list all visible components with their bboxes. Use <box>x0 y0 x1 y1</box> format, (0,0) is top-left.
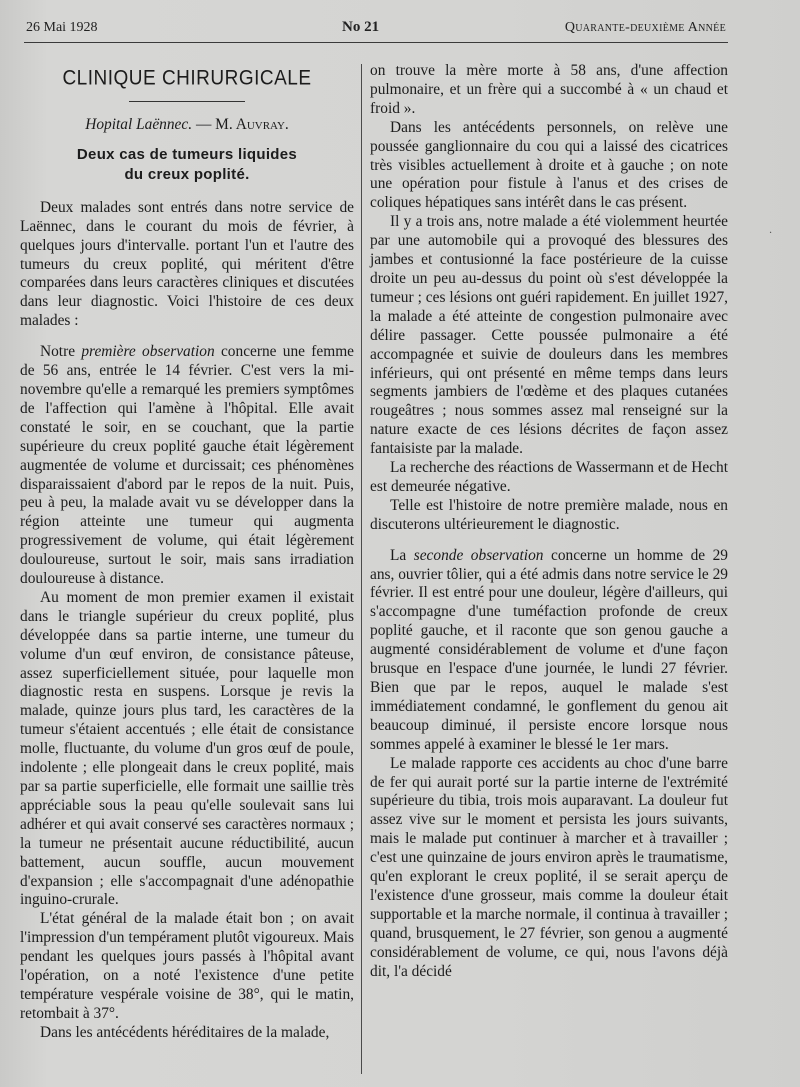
title-rule <box>129 101 245 102</box>
header-year: Quarante-deuxième Année <box>564 20 726 35</box>
header-rule <box>24 42 728 43</box>
paragraph: L'état général de la malade était bon ; on avait l'impression d'un tempérament plutôt vigoureux. Mais pendant les quelques jours passés à l'hôpital avant l'opération, on a noté l'existence d'une petite température vespérale voisine de 38°, qui le matin, retombait à 37°. <box>20 910 354 1022</box>
paragraph: Dans les antécédents personnels, on relève une poussée ganglionnaire du cou qui a laissé des cicatrices très visibles actuellement à droite et à gauche ; on note une opération pour fistule à l'anus et des crises de coliques hépatiques sans intérêt dans le cas présent. <box>370 118 728 212</box>
paragraph-rest: concerne un homme de 29 ans, ouvrier tôlier, qui a été admis dans notre service le 29 février. Il est entré pour une douleur, légère d'ailleurs, qui s'accompagne d'une tuméfaction profonde de creux poplité gauche, et il raconte que son genou gauche a augmenté considérablement de volume et d'une façon brusque en l'espace d'une journée, le lundi 27 février. Bien que par le repos, auquel le malade s'est immédiatement condamné, le gonflement du genou ait beaucoup diminué, il persiste encore lorsque nous sommes appelé à examiner le blessé le 1er mars. <box>370 546 728 753</box>
article-title-line1: Deux cas de tumeurs liquides <box>76 145 298 163</box>
paragraph-rest: concerne une femme de 56 ans, entrée le 14 février. C'est vers la mi-novembre qu'elle a remarqué les premiers symptômes de l'affection qui l'amène à l'hôpital. Elle avait constaté le soir, en se couchant, que la partie supérieure du creux poplité gauche était légèrement augmentée de volume et durcissait; ces phénomènes disparaissaient d'abord par le repos de la nuit. Puis, peu à peu, la malade avait vu se développer dans la région atteinte une tumeur qui augmenta progressivement de volume, qui était légèrement douloureuse, surtout le soir, mais sans irradiation douloureuse à distance. <box>20 343 354 588</box>
paragraph <box>20 343 354 589</box>
paragraph-gap <box>370 535 728 547</box>
page-header <box>26 18 726 42</box>
paragraph: Il y a trois ans, notre malade a été violemment heurtée par une automobile qui a provoqué des blessures des jambes et contusionné la face postérieure de la cuisse droite un peu au-dessus du point où s'est développée la tumeur ; ces lésions ont guéri rapidement. En juillet 1927, la malade a été atteinte de congestion pulmonaire avec délire passager. Cette poussée pulmonaire a été accompagnée et suivie de douleurs dans les membres inférieurs, qui ont présenté en même temps dans leurs segments jambiers de l'œdème et des plaques cutanées rougeâtres ; nous sommes assez mal renseigné sur la nature exacte de ces lésions décrites de façon assez fantaisiste par la malade. <box>370 213 728 458</box>
paragraph-start: La <box>390 546 407 564</box>
emphasis: seconde observation <box>413 546 544 564</box>
paragraph-gap <box>20 331 354 343</box>
hospital-byline <box>20 116 354 135</box>
paragraph: Deux malades sont entrés dans notre service de Laënnec, dans le courant du mois de février, à quelques jours d'intervalle. portant l'un et l'autre des tumeurs du creux poplité, qui méritent d'être comparées dans leurs caractères cliniques et discutées dans leur diagnostic. Voici l'histoire de ces deux malades : <box>20 198 354 330</box>
paragraph: on trouve la mère morte à 58 ans, d'une affection pulmonaire, et un frère qui a succombé à « un chaud et froid ». <box>370 62 728 117</box>
paragraph: Le malade rapporte ces accidents au choc d'une barre de fer qui aurait porté sur la partie interne de l'extrémité supérieure du tibia, trois mois auparavant. La douleur fut assez vive sur le moment et persista les jours suivants, mais le malade put continuer à marcher et à travailler ; c'est une quinzaine de jours environ après le traumatisme, qu'en explorant le creux poplité, il se serait aperçu de l'existence d'une grosseur, mais comme la douleur était supportable et la marche normale, il continua à travailler ; quand, brusquement, le 27 février, son genou a augmenté considérablement de volume, ce qui, nous l'avons déjà dit, l'a décidé <box>370 754 728 980</box>
right-column <box>370 62 728 982</box>
paragraph: Au moment de mon premier examen il existait dans le triangle supérieur du creux poplité, plus développée dans sa partie interne, une tumeur du volume d'un œuf environ, de consistance pâteuse, assez superficiellement située, pour laquelle mon diagnostic resta en suspens. Lorsque je revis la malade, quinze jours plus tard, les caractères de la tumeur s'étaient accentués ; elle était de consistance molle, fluctuante, du volume d'un gros œuf de poule, indolente ; elle plongeait dans le creux poplité, mais par sa partie superficielle, elle formait une saillie très appréciable sous la peau qu'elle soulevait sans lui adhérer et qui avait conservé ses caractères normaux ; la tumeur ne présentait aucune réductibilité, aucun battement, aucun souffle, aucun mouvement d'expansion ; elle s'accompagnait d'une adénopathie inguino-crurale. <box>20 588 354 909</box>
paragraph: La recherche des réactions de Wassermann et de Hecht est demeurée négative. <box>370 459 728 495</box>
paragraph: Telle est l'histoire de notre première malade, nous en discuterons ultérieurement le diagnostic. <box>370 496 728 533</box>
section-title: CLINIQUE CHIRURGICALE <box>62 66 312 91</box>
paragraph: Dans les antécédents héréditaires de la malade, <box>40 1023 330 1041</box>
left-column <box>20 66 354 1043</box>
issue-number: No 21 <box>342 19 380 35</box>
emphasis: première observation <box>81 343 215 361</box>
hospital-name: Hopital Laënnec. <box>85 115 193 133</box>
header-date: 26 Mai 1928 <box>26 20 98 35</box>
paragraph-start: Notre <box>40 343 76 361</box>
author-name: — M. Auvray. <box>195 115 289 133</box>
column-rule <box>361 64 362 1074</box>
article-title-line2: du creux poplité. <box>124 165 250 183</box>
margin-mark: · <box>769 228 773 239</box>
paragraph <box>370 547 728 755</box>
article-title <box>20 145 354 185</box>
